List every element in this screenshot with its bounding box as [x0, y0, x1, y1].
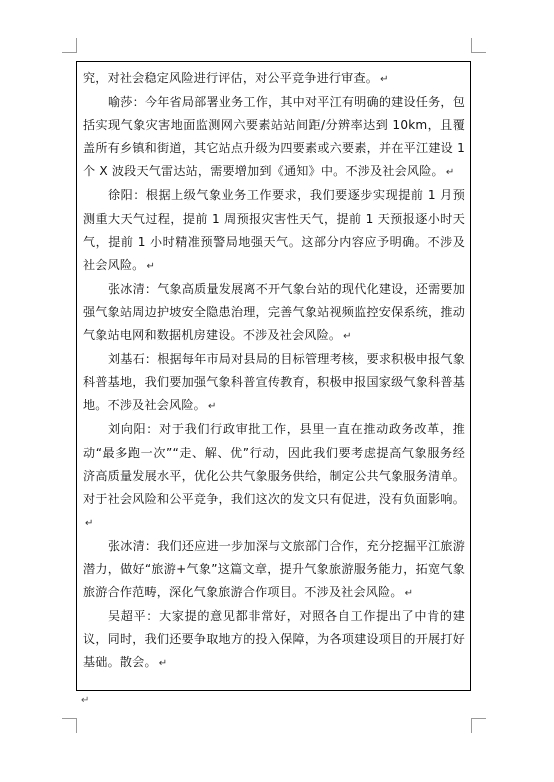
paragraph-mark: ↵ [85, 517, 94, 529]
paragraph-zhang-bingqing-2 [83, 535, 465, 605]
paragraph-yu-sha [83, 91, 465, 184]
paragraph-mark: ↵ [343, 331, 352, 343]
paragraph-zhang-bingqing-1 [83, 278, 465, 348]
paragraph-liu-xiangyang [83, 418, 465, 534]
paragraph-mark: ↵ [404, 588, 414, 600]
paragraph-mark-below-table: ↵ [81, 695, 90, 706]
paragraph-text: 吴超平：大家提的意见都非常好，对照各自工作提出了中肯的建议，同时，我们还要争取地方的投入保障，为各项建设项目的开展打好基础。散会。 [83, 609, 465, 670]
paragraph-text: 刘基石：根据每年市局对县局的目标管理考核，要求积极申报气象科普基地，我们要加强气象科普宣传教育，积极申报国家级气象科普基地。不涉及社会风险。 [83, 352, 465, 413]
paragraph-xu-yang [83, 184, 465, 277]
paragraph-text: 究，对社会稳定风险进行评估，对公平竞争进行审查。 [83, 71, 379, 85]
document-body[interactable] [77, 62, 470, 675]
paragraph-text: 喻莎：今年省局部署业务工作，其中对平江有明确的建设任务，包括实现气象灾害地面监测网六要素站站间距/分辨率达到 10km，且覆盖所有乡镇和街道，其它站点升级为四要素或六要素，并在平江建设 1 个 X 波段天气雷达站，需要增加到《通知》中。不涉及社会风险。 [83, 95, 465, 179]
crop-mark-top-right [471, 38, 486, 53]
crop-mark-bottom-left [62, 718, 77, 733]
paragraph-text: 张冰清：气象高质量发展离不开气象台站的现代化建设，还需要加强气象站周边护坡安全隐患治理，完善气象站视频监控安保系统，推动气象站电网和数据机房建设。不涉及社会风险。 [83, 281, 465, 343]
crop-mark-top-left [62, 38, 77, 53]
paragraph-text: 刘向阳：对于我们行政审批工作，县里一直在推动政务改革，推动“最多跑一次”“走、解、优”行动，因此我们要考虑提高气象服务经济高质量发展水平，优化公共气象服务供给，制定公共气象服务清单。对于社会风险和公平竞争，我们这次的发文只有促进，没有负面影响。 [83, 422, 465, 506]
paragraph-text: 张冰清：我们还应进一步加深与文旅部门合作，充分挖掘平江旅游潜力，做好“旅游+气象”这篇文章，提升气象旅游服务能力，拓宽气象旅游合作范畴，深化气象旅游合作项目。不涉及社会风险。 [83, 538, 465, 600]
table-frame [76, 61, 471, 691]
paragraph-mark: ↵ [207, 401, 217, 413]
paragraph-mark: ↵ [146, 260, 156, 272]
paragraph-wu-chaoping [83, 605, 465, 675]
paragraph-mark: ↵ [445, 167, 455, 179]
paragraph-mark: ↵ [380, 74, 389, 85]
paragraph-liu-jishi [83, 348, 465, 418]
paragraph-text: 徐阳：根据上级气象业务工作要求，我们要逐步实现提前 1 月预测重大天气过程，提前 1 周预报灾害性天气，提前 1 天预报逐小时天气，提前 1 小时精准预警局地强天气。这部分内容应予明确。不涉及社会风险。 [83, 188, 465, 272]
crop-mark-bottom-right [471, 718, 486, 733]
paragraph-continuation [83, 67, 465, 91]
paragraph-mark: ↵ [158, 658, 168, 670]
